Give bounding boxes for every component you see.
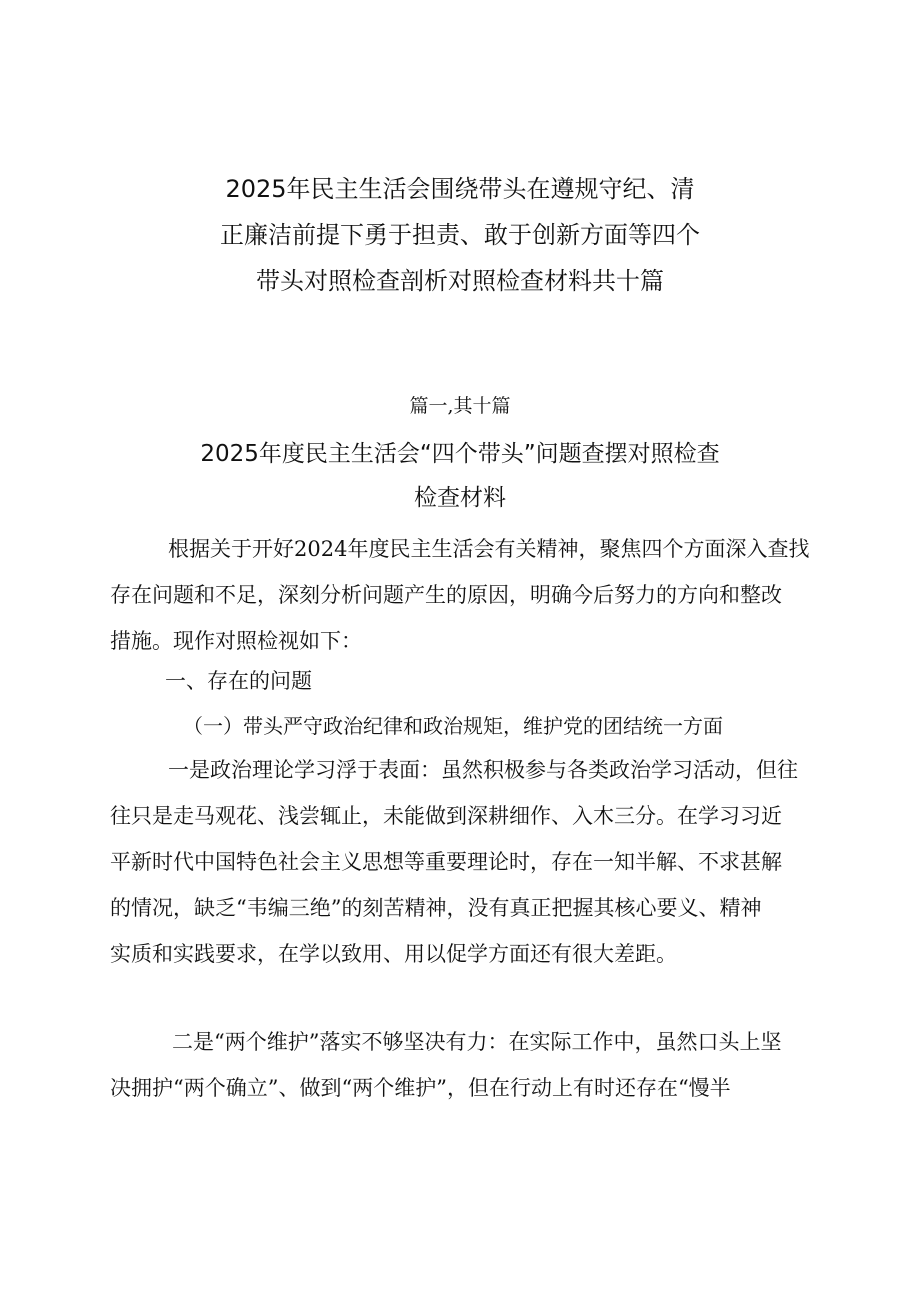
paragraph-line: 平新时代中国特色社会主义思想等重要理论时，存在一知半解、不求甚解 [110,850,782,874]
paragraph-two-safeguards [110,1019,810,1111]
document-subtitle [110,432,810,520]
subtitle-line: 检查材料 [414,485,506,511]
paragraph-line: 二是“两个维护”落实不够坚决有力：在实际工作中，虽然口头上坚 [172,1030,782,1054]
title-line: 正廉洁前提下勇于担责、敢于创新方面等四个 [220,221,700,249]
paragraph-line: 决拥护“两个确立”、做到“两个维护”，但在行动上有时还存在“慢半 [110,1076,731,1100]
sub-section-heading: （一）带头严守政治纪律和政治规矩，维护党的团结统一方面 [183,714,723,738]
document-title [110,166,810,304]
paragraph-line: 措施。现作对照检视如下： [110,629,362,653]
paragraph-line: 实质和实践要求，在学以致用、用以促学方面还有很大差距。 [110,942,677,966]
paragraph-political-theory [110,747,810,977]
paragraph-line: 存在问题和不足，深刻分析问题产生的原因，明确今后努力的方向和整改 [110,583,782,607]
intro-paragraph [110,526,810,664]
paragraph-line: 一是政治理论学习浮于表面：虽然积极参与各类政治学习活动，但往 [168,758,798,782]
title-line: 2025年民主生活会围绕带头在遵规守纪、清 [225,175,695,203]
section-heading: 一、存在的问题 [165,669,312,693]
subtitle-line: 2025年度民主生活会“四个带头”问题查摆对照检查 [200,441,720,467]
paragraph-line: 根据关于开好2024年度民主生活会有关精神，聚焦四个方面深入查找 [168,537,810,561]
title-line: 带头对照检查剖析对照检查材料共十篇 [256,267,664,295]
section-label: 篇一,其十篇 [409,395,511,417]
paragraph-line: 的情况，缺乏“韦编三绝”的刻苦精神，没有真正把握其核心要义、精神 [110,896,762,920]
paragraph-line: 往只是走马观花、浅尝辄止，未能做到深耕细作、入木三分。在学习习近 [110,804,782,828]
